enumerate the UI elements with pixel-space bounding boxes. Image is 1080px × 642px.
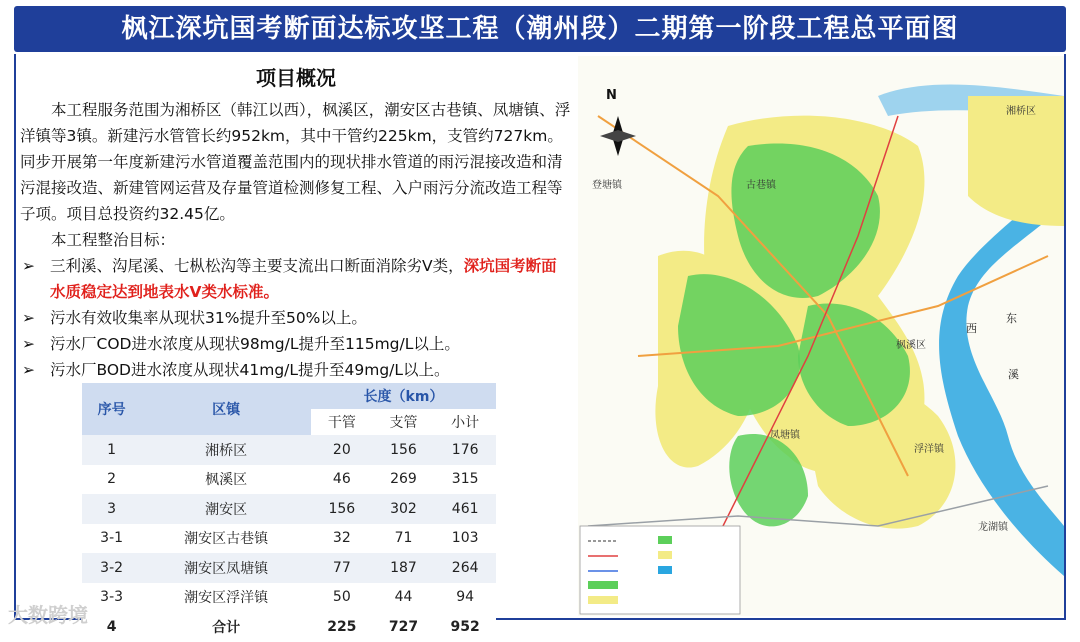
- goal-text: 污水有效收集率从现状31%提升至50%以上。: [50, 309, 367, 327]
- map-label-xi2: 溪: [1008, 368, 1019, 381]
- cell-district: 湘桥区: [141, 435, 311, 465]
- cell-branch: 269: [373, 465, 435, 495]
- cell-no: 4: [82, 612, 141, 642]
- goal-item: [20, 331, 572, 357]
- goal-text: 污水厂COD进水浓度从现状98mg/L提升至115mg/L以上。: [50, 335, 460, 353]
- goal-item: [20, 357, 572, 383]
- cell-district: 潮安区: [141, 494, 311, 524]
- arrow-bullet-icon: ➢: [22, 361, 35, 379]
- cell-district: 合计: [141, 612, 311, 642]
- map-label-dengtang: 登塘镇: [592, 180, 622, 191]
- goal-item: [20, 253, 572, 305]
- col-header-main: 干管: [311, 409, 373, 435]
- cell-subtotal: 461: [434, 494, 496, 524]
- table-total-row: [82, 612, 496, 642]
- table-row: [82, 524, 496, 554]
- table-row: [82, 435, 496, 465]
- map-label-guxiang: 古巷镇: [746, 180, 776, 191]
- arrow-bullet-icon: ➢: [22, 309, 35, 327]
- col-header-branch: 支管: [373, 409, 435, 435]
- page-title: 枫江深坑国考断面达标攻坚工程（潮州段）二期第一阶段工程总平面图: [14, 6, 1066, 52]
- col-header-length: 长度（km）: [311, 383, 496, 409]
- table-row: [82, 583, 496, 613]
- cell-branch: 727: [373, 612, 435, 642]
- cell-main: 20: [311, 435, 373, 465]
- cell-branch: 187: [373, 553, 435, 583]
- cell-main: 50: [311, 583, 373, 613]
- map-label-xiangqiao: 湘桥区: [1006, 106, 1036, 117]
- overview-title: 项目概况: [256, 66, 336, 90]
- pipe-length-table: [82, 383, 496, 642]
- goal-text: 污水厂BOD进水浓度从现状41mg/L提升至49mg/L以上。: [50, 361, 450, 379]
- cell-no: 3-1: [82, 524, 141, 554]
- site-plan-map: [578, 56, 1064, 616]
- goals-heading: 本工程整治目标：: [51, 231, 176, 249]
- cell-no: 3-3: [82, 583, 141, 613]
- goal-text: 三利溪、沟尾溪、七枞松沟等主要支流出口断面消除劣V类，: [50, 257, 464, 275]
- goal-highlight: 深坑国考断面水质稳定达到地表水V类水标准。: [50, 257, 557, 301]
- cell-main: 156: [311, 494, 373, 524]
- cell-district: 潮安区凤塘镇: [141, 553, 311, 583]
- cell-main: 225: [311, 612, 373, 642]
- goal-item: [20, 305, 572, 331]
- overview-section: [20, 62, 572, 383]
- cell-main: 32: [311, 524, 373, 554]
- cell-no: 3-2: [82, 553, 141, 583]
- cell-no: 3: [82, 494, 141, 524]
- col-header-no: 序号: [82, 383, 141, 435]
- cell-branch: 44: [373, 583, 435, 613]
- table-row: [82, 494, 496, 524]
- arrow-bullet-icon: ➢: [22, 257, 35, 275]
- cell-district: 潮安区浮洋镇: [141, 583, 311, 613]
- overview-paragraph: 本工程服务范围为湘桥区（韩江以西），枫溪区，潮安区古巷镇、凤塘镇、浮洋镇等3镇。新建污水管管长约952km，其中干管约225km，支管约727km。同步开展第一年度新建污水管道覆盖范围内的现状排水管道的雨污混接改造和清污混接改造、新建管网运营及存量管道检测修复工程、入户雨污分流改造工程等子项。项目总投资约32.45亿。: [20, 101, 571, 223]
- cell-subtotal: 952: [434, 612, 496, 642]
- cell-branch: 156: [373, 435, 435, 465]
- goals-list: [20, 253, 572, 383]
- cell-branch: 71: [373, 524, 435, 554]
- cell-subtotal: 94: [434, 583, 496, 613]
- map-label-longhu: 龙湖镇: [978, 522, 1008, 533]
- cell-no: 2: [82, 465, 141, 495]
- arrow-bullet-icon: ➢: [22, 335, 35, 353]
- col-header-district: 区镇: [141, 383, 311, 435]
- cell-subtotal: 176: [434, 435, 496, 465]
- watermark: 大数跨境: [8, 603, 88, 627]
- cell-subtotal: 264: [434, 553, 496, 583]
- north-label: N: [606, 88, 617, 103]
- cell-main: 77: [311, 553, 373, 583]
- map-label-xi: 西: [966, 322, 977, 335]
- cell-branch: 302: [373, 494, 435, 524]
- cell-district: 潮安区古巷镇: [141, 524, 311, 554]
- cell-subtotal: 103: [434, 524, 496, 554]
- table-row: [82, 553, 496, 583]
- map-label-dong: 东: [1006, 312, 1017, 325]
- cell-no: 1: [82, 435, 141, 465]
- map-label-fengtang: 凤塘镇: [770, 430, 800, 441]
- map-label-fengxi: 枫溪区: [896, 340, 926, 351]
- cell-district: 枫溪区: [141, 465, 311, 495]
- col-header-subtotal: 小计: [434, 409, 496, 435]
- cell-main: 46: [311, 465, 373, 495]
- table-row: [82, 465, 496, 495]
- cell-subtotal: 315: [434, 465, 496, 495]
- map-label-fuyang: 浮洋镇: [914, 444, 944, 455]
